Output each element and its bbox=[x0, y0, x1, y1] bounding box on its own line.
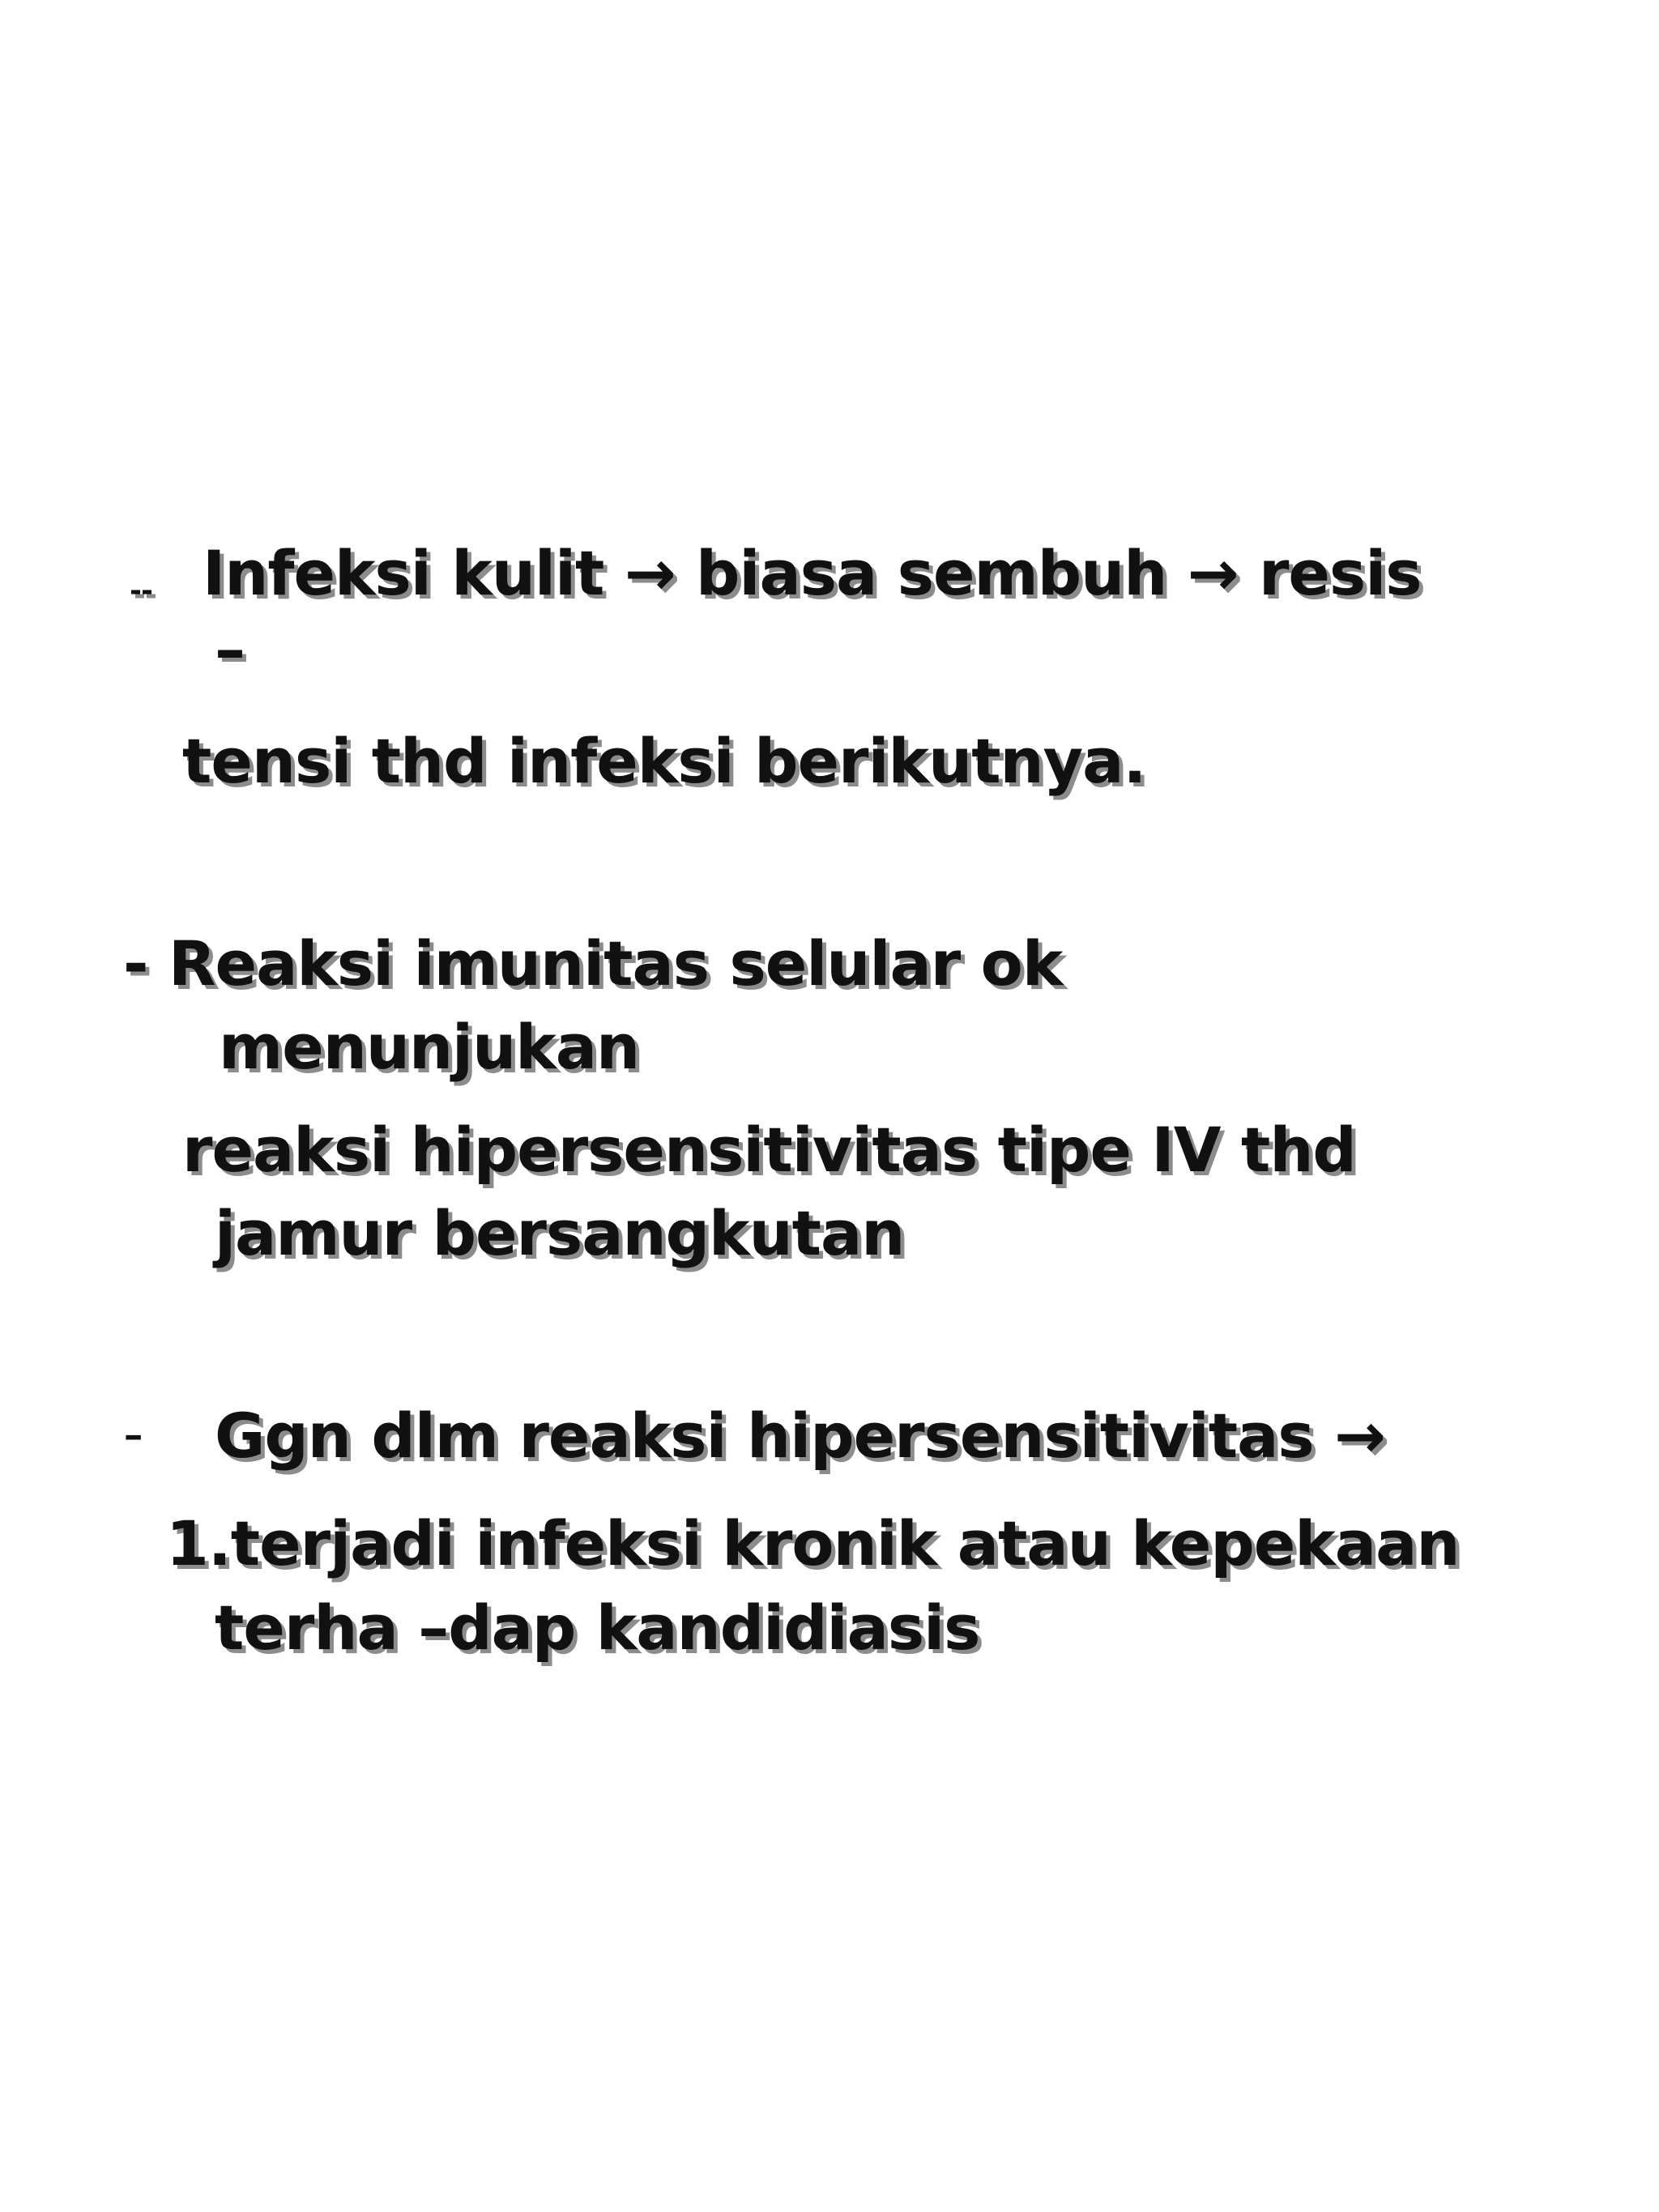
arrow-icon: → bbox=[1187, 537, 1239, 609]
arrow-icon: → bbox=[1334, 1400, 1385, 1472]
block3-line2: 1.terjadi infeksi kronik atau kepekaan bbox=[166, 1507, 1460, 1579]
block1-text-b: biasa sembuh bbox=[696, 537, 1167, 609]
block1-hyphen: – bbox=[215, 613, 245, 685]
block2-line2: menunjukan bbox=[219, 1011, 640, 1083]
block2-line1: - Reaksi imunitas selular ok bbox=[123, 927, 1063, 999]
block3-line1 bbox=[215, 1396, 1385, 1477]
block2-line3: reaksi hipersensitivitas tipe IV thd bbox=[182, 1114, 1356, 1186]
block3-line3: terha –dap kandidiasis bbox=[215, 1592, 980, 1664]
block3-text: Ggn dlm reaksi hipersensitivitas bbox=[215, 1400, 1314, 1472]
block1-line1 bbox=[203, 533, 1422, 614]
block1-text-c: resis bbox=[1258, 537, 1422, 609]
block2-line4: jamur bersangkutan bbox=[215, 1197, 905, 1269]
block1-line2: tensi thd infeksi berikutnya. bbox=[182, 725, 1146, 797]
arrow-icon: → bbox=[624, 537, 676, 609]
bullet-dash: - bbox=[123, 1400, 143, 1467]
bullet-dash: -- bbox=[130, 574, 152, 607]
block1-text-a: Infeksi kulit bbox=[203, 537, 604, 609]
